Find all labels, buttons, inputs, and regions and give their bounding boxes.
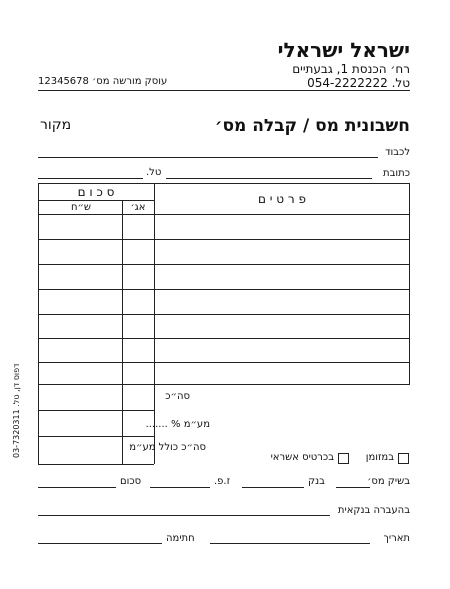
shekel-header: ש״ח — [70, 202, 92, 213]
bank-transfer-field[interactable] — [38, 515, 330, 516]
table-row — [38, 338, 410, 339]
business-phone: טל. 054-2222222 — [307, 76, 410, 90]
address-label: כתובת — [383, 168, 410, 179]
check-amount-field[interactable] — [38, 487, 116, 488]
cash-checkbox[interactable] — [398, 453, 409, 464]
to-label: לכבוד — [385, 147, 410, 158]
value-date-field[interactable] — [150, 487, 210, 488]
check-amount-label: סכום — [120, 476, 142, 487]
check-number-field[interactable] — [336, 487, 370, 488]
printer-credit: דפוס דן, טל. 03-7320311 — [12, 363, 21, 458]
table-row — [38, 289, 410, 290]
amount-header: ס כ ו ם — [77, 185, 115, 199]
bank-field[interactable] — [242, 487, 304, 488]
table-row — [38, 362, 410, 363]
details-header: פ ר ט י ם — [258, 192, 306, 206]
agora-header: אג׳ — [130, 202, 146, 213]
table-row — [38, 264, 410, 265]
signature-label: חתימה — [166, 533, 195, 544]
business-name: ישראל ישראלי — [277, 38, 410, 62]
tax-id: עוסק מורשה מס׳ 12345678 — [38, 76, 168, 87]
table-row — [38, 314, 410, 315]
total-label: סה״כ — [165, 391, 190, 402]
date-label: תאריך — [383, 533, 410, 544]
address-field[interactable] — [166, 178, 372, 179]
credit-label: בכרטיס אשראי — [270, 452, 334, 463]
header-divider — [38, 90, 410, 91]
credit-checkbox[interactable] — [338, 453, 349, 464]
to-field[interactable] — [38, 157, 378, 158]
amount-column-left — [38, 183, 39, 464]
phone-label: טל. — [146, 167, 162, 178]
vat-label: מע״מ % ....... — [145, 419, 210, 430]
date-field[interactable] — [210, 543, 370, 544]
signature-field[interactable] — [38, 543, 162, 544]
business-address: רח׳ הכנסת 1, גבעתיים — [292, 62, 410, 76]
value-date-label: ז.פ. — [214, 476, 231, 487]
copy-label: מקור — [40, 117, 72, 133]
phone-field[interactable] — [38, 178, 143, 179]
bank-label: בנק — [308, 476, 325, 487]
bank-transfer-label: בהעברה בנקאית — [337, 505, 410, 516]
total-incl-vat-label: סה״כ כולל מע״מ — [129, 442, 206, 453]
table-row — [38, 239, 410, 240]
document-title: חשבונית מס / קבלה מס׳ — [214, 116, 410, 136]
check-number-label: בשיק מס׳ — [367, 476, 410, 487]
cash-label: במזומן — [365, 452, 394, 463]
